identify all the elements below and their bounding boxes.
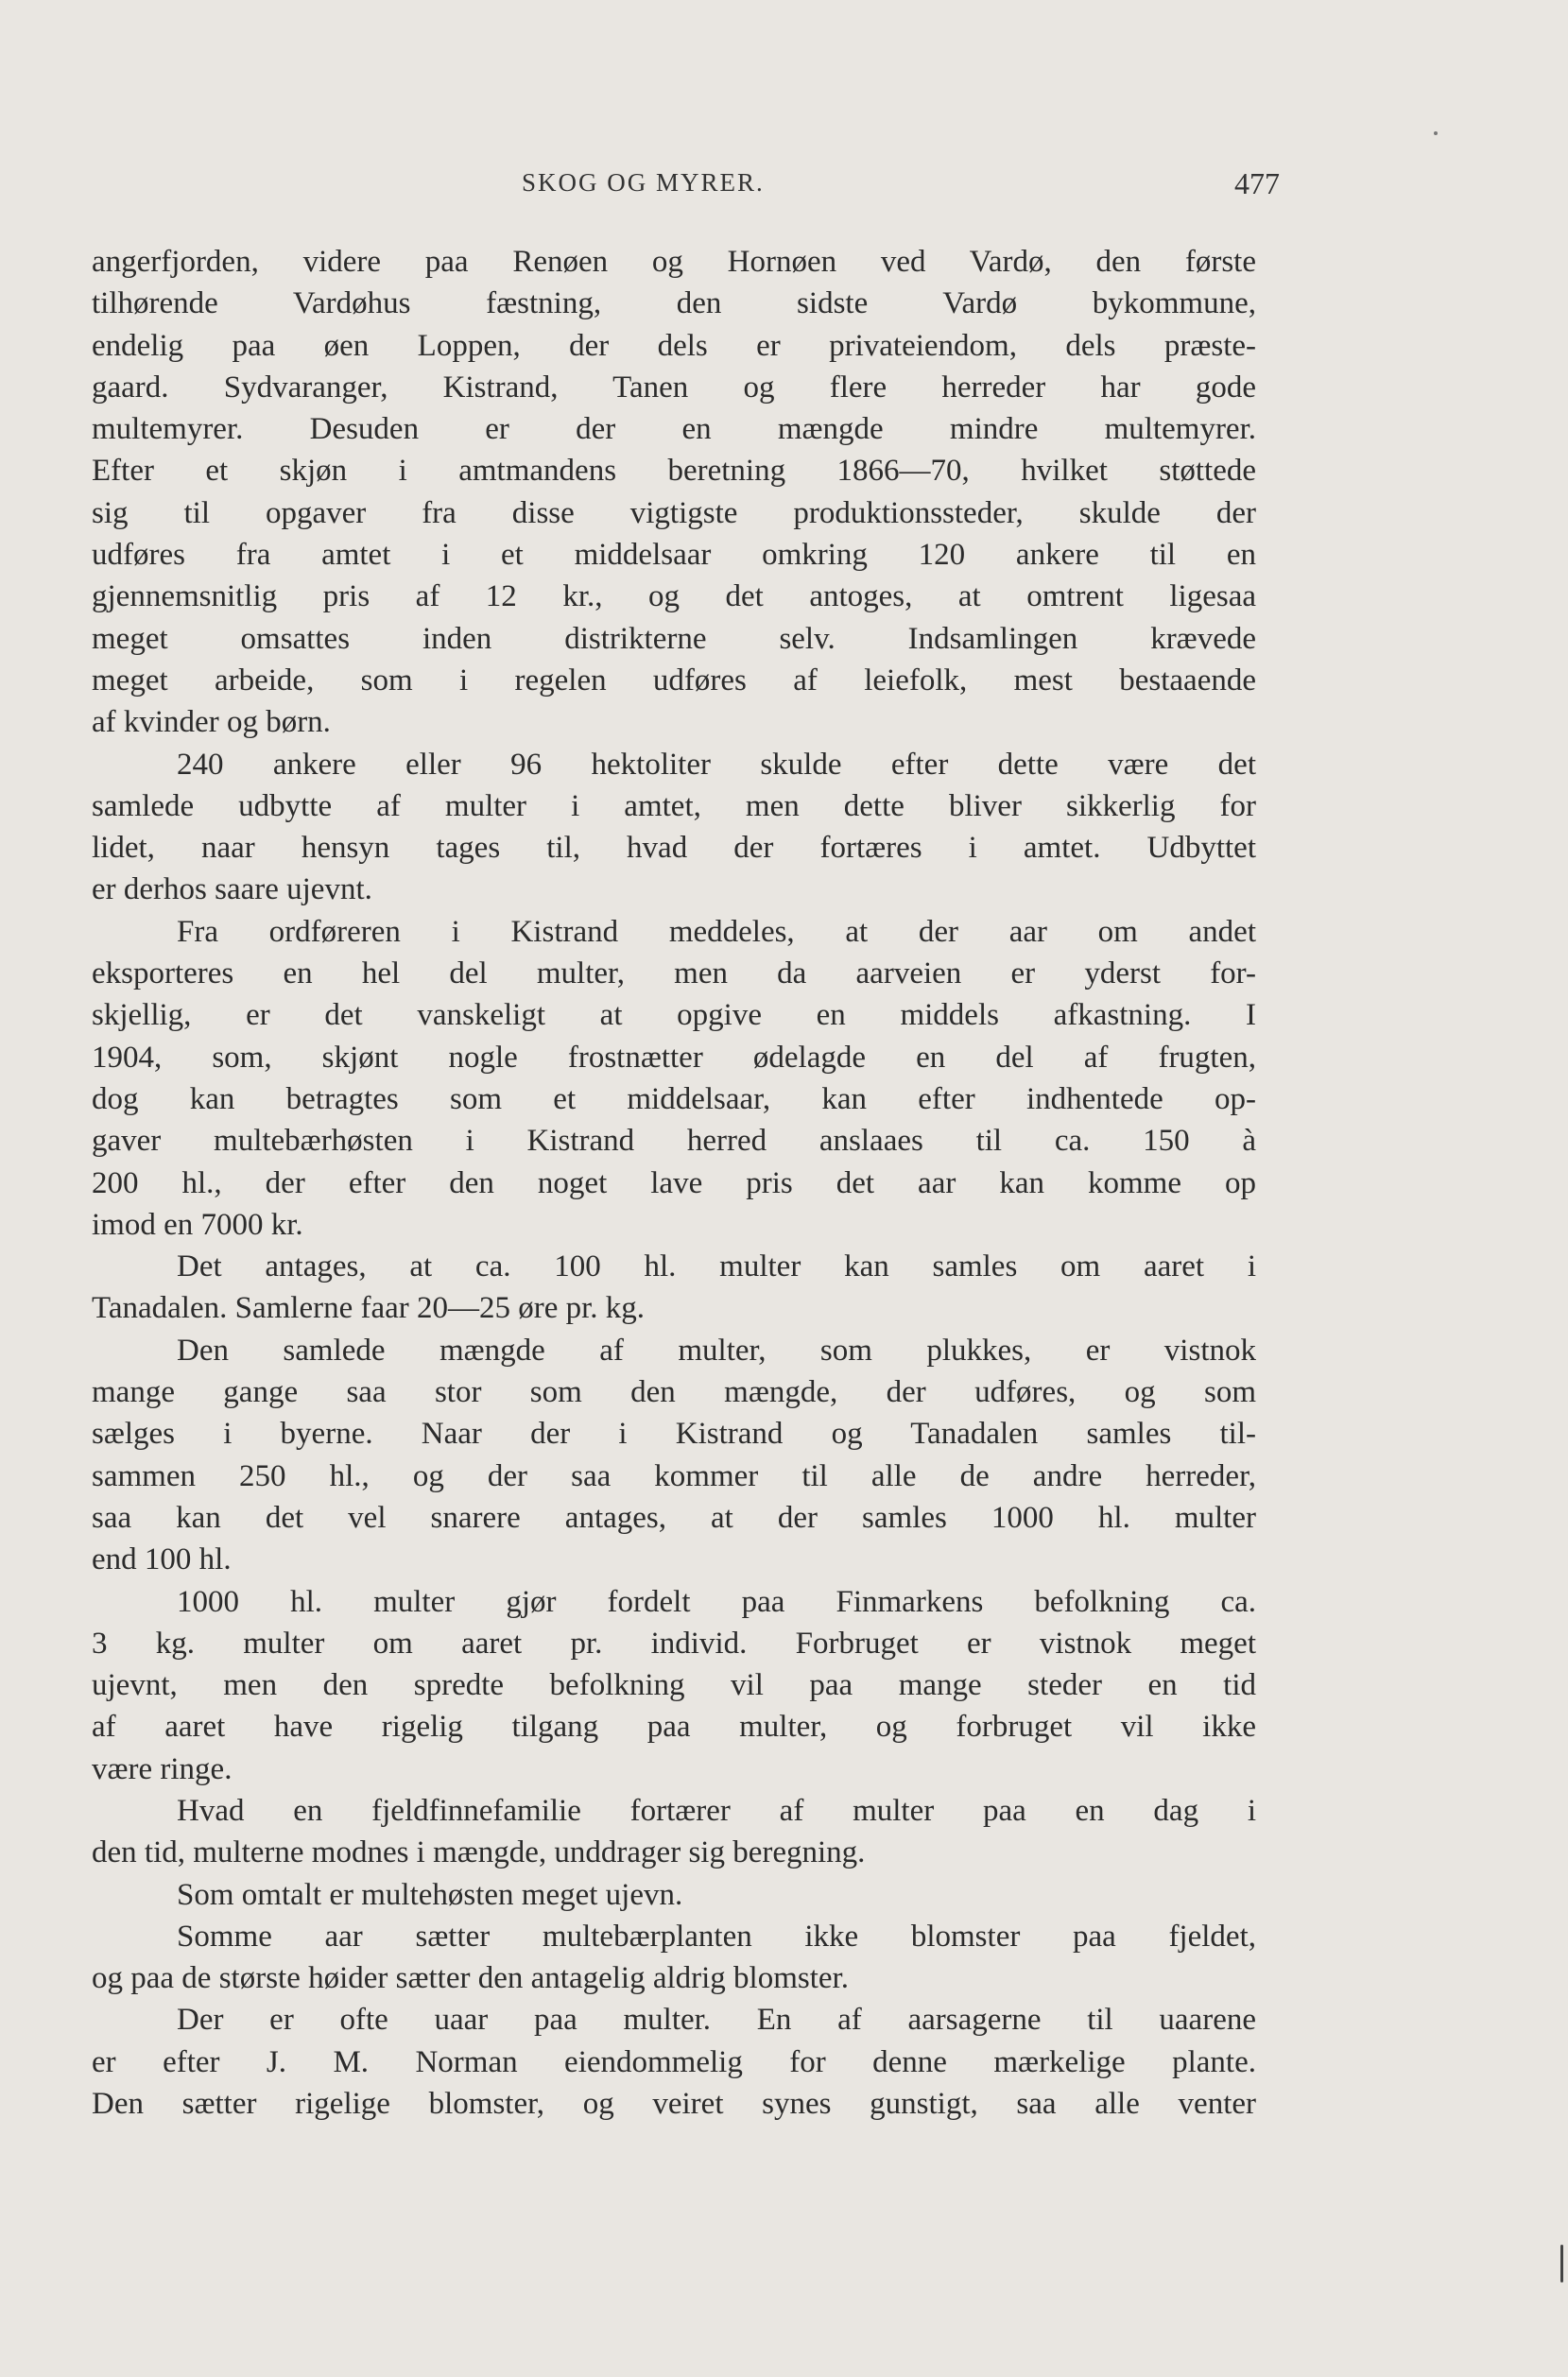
text-line: skjellig, er det vanskeligt at opgive en middels afkastning. I [92,998,1256,1033]
body-text [92,241,1256,2125]
running-title: SKOG OG MYRER. [522,168,765,197]
text-line: dog kan betragtes som et middelsaar, kan efter indhentede op- [92,1081,1256,1116]
text-line: imod en 7000 kr. [92,1207,303,1242]
text-line: multemyrer. Desuden er der en mængde mindre multemyrer. [92,412,1256,447]
text-line: lidet, naar hensyn tages til, hvad der fortæres i amtet. Udbyttet [92,831,1256,866]
text-line: endelig paa øen Loppen, der dels er privateiendom, dels præste- [92,328,1256,363]
text-line: gjennemsnitlig pris af 12 kr., og det antoges, at omtrent ligesaa [92,579,1256,614]
text-line: Efter et skjøn i amtmandens beretning 1866—70, hvilket støttede [92,454,1256,489]
text-line: sig til opgaver fra disse vigtigste produktionssteder, skulde der [92,495,1256,530]
running-head [0,168,1568,206]
text-line: 240 ankere eller 96 hektoliter skulde efter dette være det [177,747,1256,782]
text-line: ujevnt, men den spredte befolkning vil paa mange steder en tid [92,1668,1256,1703]
text-line: meget arbeide, som i regelen udføres af leiefolk, mest bestaaende [92,663,1256,698]
text-line: 200 hl., der efter den noget lave pris det aar kan komme op [92,1165,1256,1200]
text-line: Tanadalen. Samlerne faar 20—25 øre pr. kg. [92,1291,646,1326]
text-line: er efter J. M. Norman eiendommelig for denne mærkelige plante. [92,2044,1256,2079]
text-line: sammen 250 hl., og der saa kommer til alle de andre herreder, [92,1458,1256,1493]
text-line: Somme aar sætter multebærplanten ikke blomster paa fjeldet, [177,1919,1256,1954]
text-line: Fra ordføreren i Kistrand meddeles, at der aar om andet [177,914,1256,949]
text-line: Som omtalt er multehøsten meget ujevn. [177,1877,683,1912]
text-line: 1000 hl. multer gjør fordelt paa Finmarkens befolkning ca. [177,1584,1256,1619]
text-line: Det antages, at ca. 100 hl. multer kan samles om aaret i [177,1249,1256,1284]
text-line: den tid, multerne modnes i mængde, unddrager sig beregning. [92,1835,866,1870]
text-line: mange gange saa stor som den mængde, der udføres, og som [92,1375,1256,1410]
text-line: Den samlede mængde af multer, som plukkes, er vistnok [177,1333,1256,1368]
text-line: samlede udbytte af multer i amtet, men dette bliver sikkerlig for [92,788,1256,823]
text-line: være ringe. [92,1751,233,1786]
text-line: saa kan det vel snarere antages, at der samles 1000 hl. multer [92,1500,1256,1535]
text-line: Hvad en fjeldfinnefamilie fortærer af multer paa en dag i [177,1793,1256,1828]
text-line: er derhos saare ujevnt. [92,872,372,907]
text-line: udføres fra amtet i et middelsaar omkring 120 ankere til en [92,538,1256,573]
text-line: og paa de største høider sætter den antagelig aldrig blomster. [92,1961,849,1996]
text-line: 3 kg. multer om aaret pr. individ. Forbruget er vistnok meget [92,1626,1256,1661]
text-line: 1904, som, skjønt nogle frostnætter ødelagde en del af frugten, [92,1040,1256,1075]
speck-mark [1434,131,1438,135]
text-line: eksporteres en hel del multer, men da aarveien er yderst for- [92,956,1256,991]
text-line: gaver multebærhøsten i Kistrand herred anslaaes til ca. 150 à [92,1124,1256,1159]
edge-mark [1560,2245,1563,2282]
page-number: 477 [1234,166,1280,200]
text-line: Der er ofte uaar paa multer. En af aarsagerne til uaarene [177,2003,1256,2038]
text-line: tilhørende Vardøhus fæstning, den sidste Vardø bykommune, [92,286,1256,321]
text-line: end 100 hl. [92,1542,232,1577]
text-line: sælges i byerne. Naar der i Kistrand og Tanadalen samles til- [92,1417,1256,1452]
text-line: af kvinder og børn. [92,705,331,740]
text-line: gaard. Sydvaranger, Kistrand, Tanen og flere herreder har gode [92,370,1256,405]
text-line: angerfjorden, videre paa Renøen og Hornøen ved Vardø, den første [92,245,1256,279]
text-line: Den sætter rigelige blomster, og veiret synes gunstigt, saa alle venter [92,2087,1256,2122]
text-line: meget omsattes inden distrikterne selv. Indsamlingen krævede [92,621,1256,656]
text-line: af aaret have rigelig tilgang paa multer, og forbruget vil ikke [92,1710,1256,1745]
